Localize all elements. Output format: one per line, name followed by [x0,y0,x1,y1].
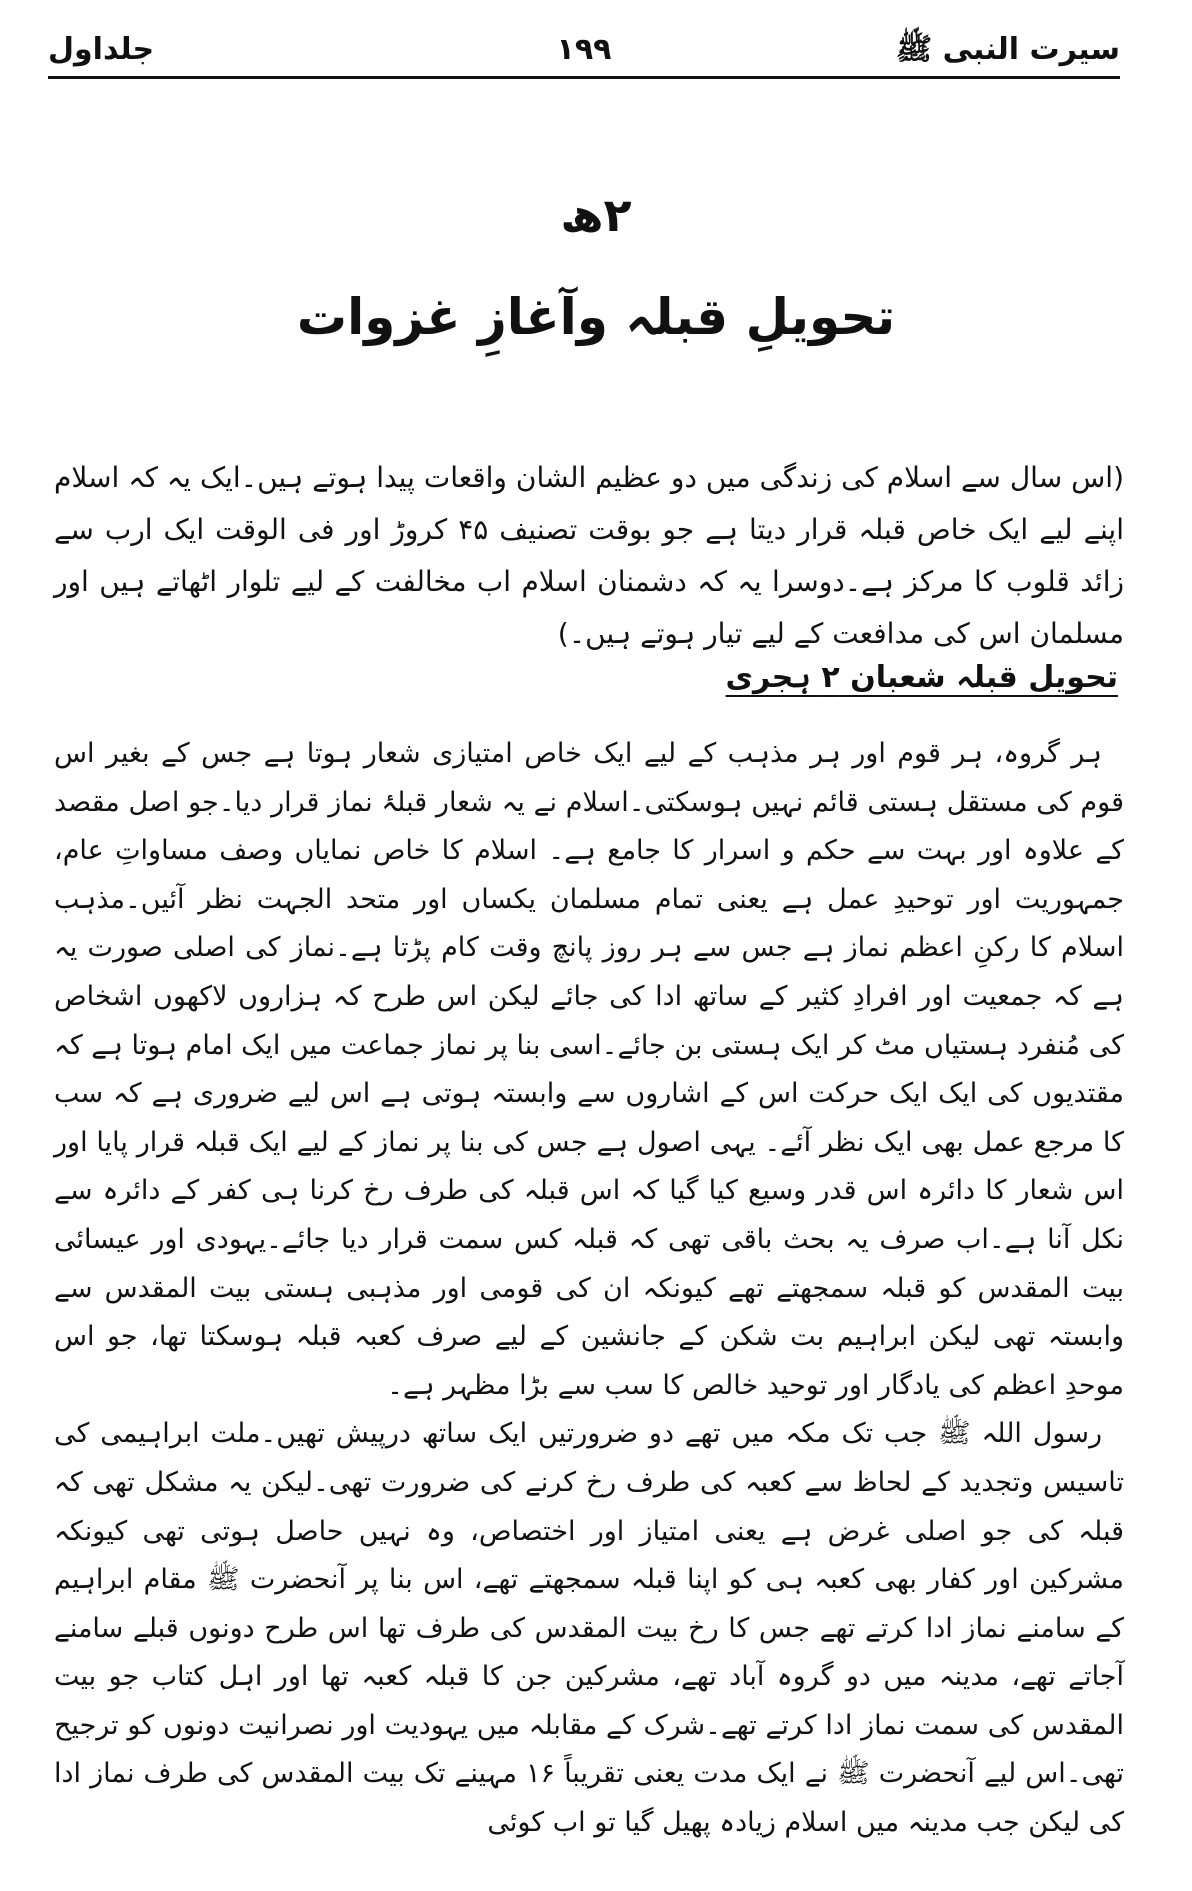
section-body [54,730,1124,1848]
paragraph: ہر گروہ، ہر قوم اور ہر مذہب کے لیے ایک خاص امتیازی شعار ہوتا ہے جس کے بغیر اس قوم کی مستقل ہستی قائم نہیں ہوسکتی۔اسلام نے یہ شعار قبلۂ نماز قرار دیا۔جو اصل مقصد کے علاوہ اور بہت سے حکم و اسرار کا جامع ہے۔ اسلام کا خاص نمایاں وصف مساواتِ عام، جمہوریت اور توحیدِ عمل ہے یعنی تمام مسلمان یکساں اور متحد الجہت نظر آئیں۔مذہب اسلام کا رکنِ اعظم نماز ہے جس سے ہر روز پانچ وقت کام پڑتا ہے۔نماز کی اصلی صورت یہ ہے کہ جمعیت اور افرادِ کثیر کے ساتھ ادا کی جائے لیکن اس طرح کہ ہزاروں لاکھوں اشخاص کی مُنفرد ہستیاں مٹ کر ایک ہستی بن جائے۔اسی بنا پر نماز جماعت میں ایک امام ہوتا ہے کہ مقتدیوں کی ایک ایک حرکت اس کے اشاروں سے وابستہ ہوتی ہے اس لیے ضروری ہے کہ سب کا مرجع عمل بھی ایک نظر آئے۔ یہی اصول ہے جس کی بنا پر نماز کے لیے ایک قبلہ قرار پایا اور اس شعار کا دائرہ اس قدر وسیع کیا گیا کہ اس قبلہ کی طرف رخ کرنا ہی کفر کے دائرہ سے نکل آنا ہے۔اب صرف یہ بحث باقی تھی کہ قبلہ کس سمت قرار دیا جائے۔یہودی اور عیسائی بیت المقدس کو قبلہ سمجھتے تھے کیونکہ ان کی قومی اور مذہبی ہستی بیت المقدس سے وابستہ تھی لیکن ابراہیم بت شکن کے جانشین کے لیے صرف کعبہ قبلہ ہوسکتا تھا، جو اس موحدِ اعظم کی یادگار اور توحید خالص کا سب سے بڑا مظہر ہے۔ [54,738,1124,1401]
volume-label: جلداول [48,32,155,67]
paragraph: رسول اللہ ﷺ جب تک مکہ میں تھے دو ضرورتیں ایک ساتھ درپیش تھیں۔ملت ابراہیمی کی تاسیس وتجدید کے لحاظ سے کعبہ کی طرف رخ کرنے کی ضرورت تھی۔لیکن یہ مشکل تھی کہ قبلہ کی جو اصلی غرض ہے یعنی امتیاز اور اختصاص، وہ نہیں حاصل ہوتی تھی کیونکہ مشرکین اور کفار بھی کعبہ ہی کو اپنا قبلہ سمجھتے تھے، اس بنا پر آنحضرت ﷺ مقام ابراہیم کے سامنے نماز ادا کرتے تھے جس کا رخ بیت المقدس کی طرف تھا اس طرح دونوں قبلے سامنے آجاتے تھے، مدینہ میں دو گروہ آباد تھے، مشرکین جن کا قبلہ کعبہ تھا اور اہل کتاب جو بیت المقدس کی سمت نماز ادا کرتے تھے۔شرک کے مقابلہ میں یہودیت اور نصرانیت دونوں کو ترجیح تھی۔اس لیے آنحضرت ﷺ نے ایک مدت یعنی تقریباً ۱۶ مہینے تک بیت المقدس کی طرف نماز ادا کی لیکن جب مدینہ میں اسلام زیادہ پھیل گیا تو اب کوئی [54,1418,1124,1839]
header-rule [48,76,1120,79]
running-header [48,28,1120,72]
page-number: ۱۹۹ [556,32,612,67]
chapter-intro: (اس سال سے اسلام کی زندگی میں دو عظیم الشان واقعات پیدا ہوتے ہیں۔ایک یہ کہ اسلام اپنے لیے ایک خاص قبلہ قرار دیتا ہے جو بوقت تصنیف ۴۵ کروڑ اور فی الوقت ایک ارب سے زائد قلوب کا مرکز ہے۔دوسرا یہ کہ دشمنان اسلام اب مخالفت کے لیے تلوار اٹھاتے ہیں اور مسلمان اس کی مدافعت کے لیے تیار ہوتے ہیں۔) [54,461,1125,650]
chapter-year: ۲ھ [560,188,632,242]
chapter-title: تحویلِ قبلہ وآغازِ غزوات [296,288,896,346]
section-heading: تحویل قبلہ شعبان ۲ ہجری [725,660,1118,695]
book-title: سیرت النبی ﷺ [895,32,1120,67]
